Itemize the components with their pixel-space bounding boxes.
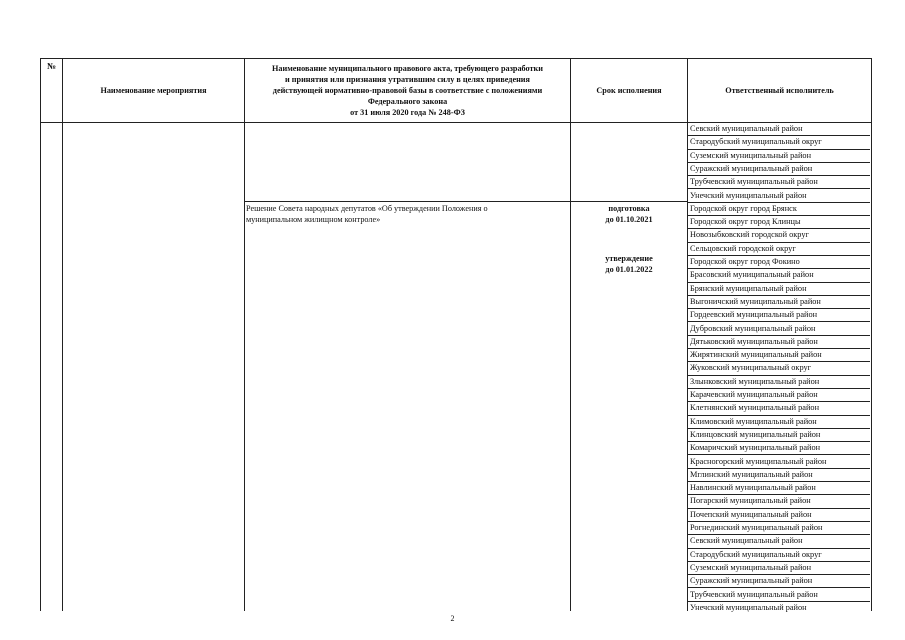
col-line-0 — [40, 58, 41, 611]
executor-cell: Гордеевский муниципальный район — [688, 309, 870, 322]
executor-cell: Севский муниципальный район — [688, 535, 870, 548]
executor-cell: Брасовский муниципальный район — [688, 269, 870, 282]
executor-cell: Жуковский муниципальный округ — [688, 362, 870, 375]
header-deadline: Срок исполнения — [596, 86, 662, 95]
executor-cell: Дубровский муниципальный район — [688, 323, 870, 336]
executor-cell: Навлинский муниципальный район — [688, 482, 870, 495]
executor-cell: Трубчевский муниципальный район — [688, 589, 870, 602]
block-divider — [244, 201, 688, 202]
executor-cell: Унечский муниципальный район — [688, 190, 870, 203]
executor-cell: Рогнединский муниципальный район — [688, 522, 870, 535]
executor-cell: Дятьковский муниципальный район — [688, 336, 870, 349]
deadline-approval-date: до 01.01.2022 — [605, 265, 653, 274]
executor-cell: Унечский муниципальный район — [690, 602, 807, 612]
executor-cell: Погарский муниципальный район — [688, 495, 870, 508]
act-title-line-1: Решение Совета народных депутатов «Об утверждении Положения о — [246, 204, 488, 213]
executor-cell: Новозыбковский городской округ — [688, 229, 870, 242]
executor-cell: Мглинский муниципальный район — [688, 469, 870, 482]
executor-cell: Выгоничский муниципальный район — [688, 296, 870, 309]
header-act-name: Наименование муниципального правового акта, требующего разработки и принятия или признания утратившим силу в целях приведения действующей нормативно-правовой базы в соответствие с положениями Федерального закона от 31 июля 2020 года № 248-ФЗ — [272, 64, 543, 117]
executor-cell: Суражский муниципальный район — [688, 163, 870, 176]
executor-cell: Трубчевский муниципальный район — [688, 176, 870, 189]
col-line-2 — [244, 58, 245, 611]
executor-cell: Севский муниципальный район — [688, 123, 870, 136]
executor-cell: Сельцовский городской округ — [688, 243, 870, 256]
executor-cell: Комаричский муниципальный район — [688, 442, 870, 455]
executor-cell: Городской округ город Клинцы — [688, 216, 870, 229]
col-line-1 — [62, 58, 63, 611]
executor-cell: Жирятинский муниципальный район — [688, 349, 870, 362]
executor-cell: Суражский муниципальный район — [688, 575, 870, 588]
deadline-prep-date: до 01.10.2021 — [605, 215, 653, 224]
executor-cell: Красногорский муниципальный район — [688, 456, 870, 469]
executor-cell: Суземский муниципальный район — [688, 562, 870, 575]
header-event-name: Наименование мероприятия — [100, 86, 207, 95]
deadline-approval-label: утверждение — [605, 254, 653, 263]
act-title-line-2: муниципальном жилищном контроле» — [246, 215, 381, 224]
executor-cell: Суземский муниципальный район — [688, 150, 870, 163]
executor-cell: Карачевский муниципальный район — [688, 389, 870, 402]
executor-cell: Климовский муниципальный район — [688, 416, 870, 429]
page-number: 2 — [450, 614, 455, 623]
executor-cell: Почепский муниципальный район — [688, 509, 870, 522]
executor-cell: Брянский муниципальный район — [688, 283, 870, 296]
col-line-5 — [871, 58, 872, 611]
executor-cell: Злынковский муниципальный район — [688, 376, 870, 389]
executor-cell: Стародубский муниципальный округ — [688, 136, 870, 149]
deadline-prep-label: подготовка — [608, 204, 650, 213]
header-executor: Ответственный исполнитель — [725, 86, 834, 95]
executor-cell: Клетнянский муниципальный район — [688, 402, 870, 415]
executor-cell: Клинцовский муниципальный район — [688, 429, 870, 442]
col-line-3 — [570, 58, 571, 611]
header-number: № — [46, 60, 57, 71]
executor-cell: Городской округ город Фокино — [688, 256, 870, 269]
executor-cell: Стародубский муниципальный округ — [688, 549, 870, 562]
executor-cell: Городской округ город Брянск — [688, 203, 870, 216]
